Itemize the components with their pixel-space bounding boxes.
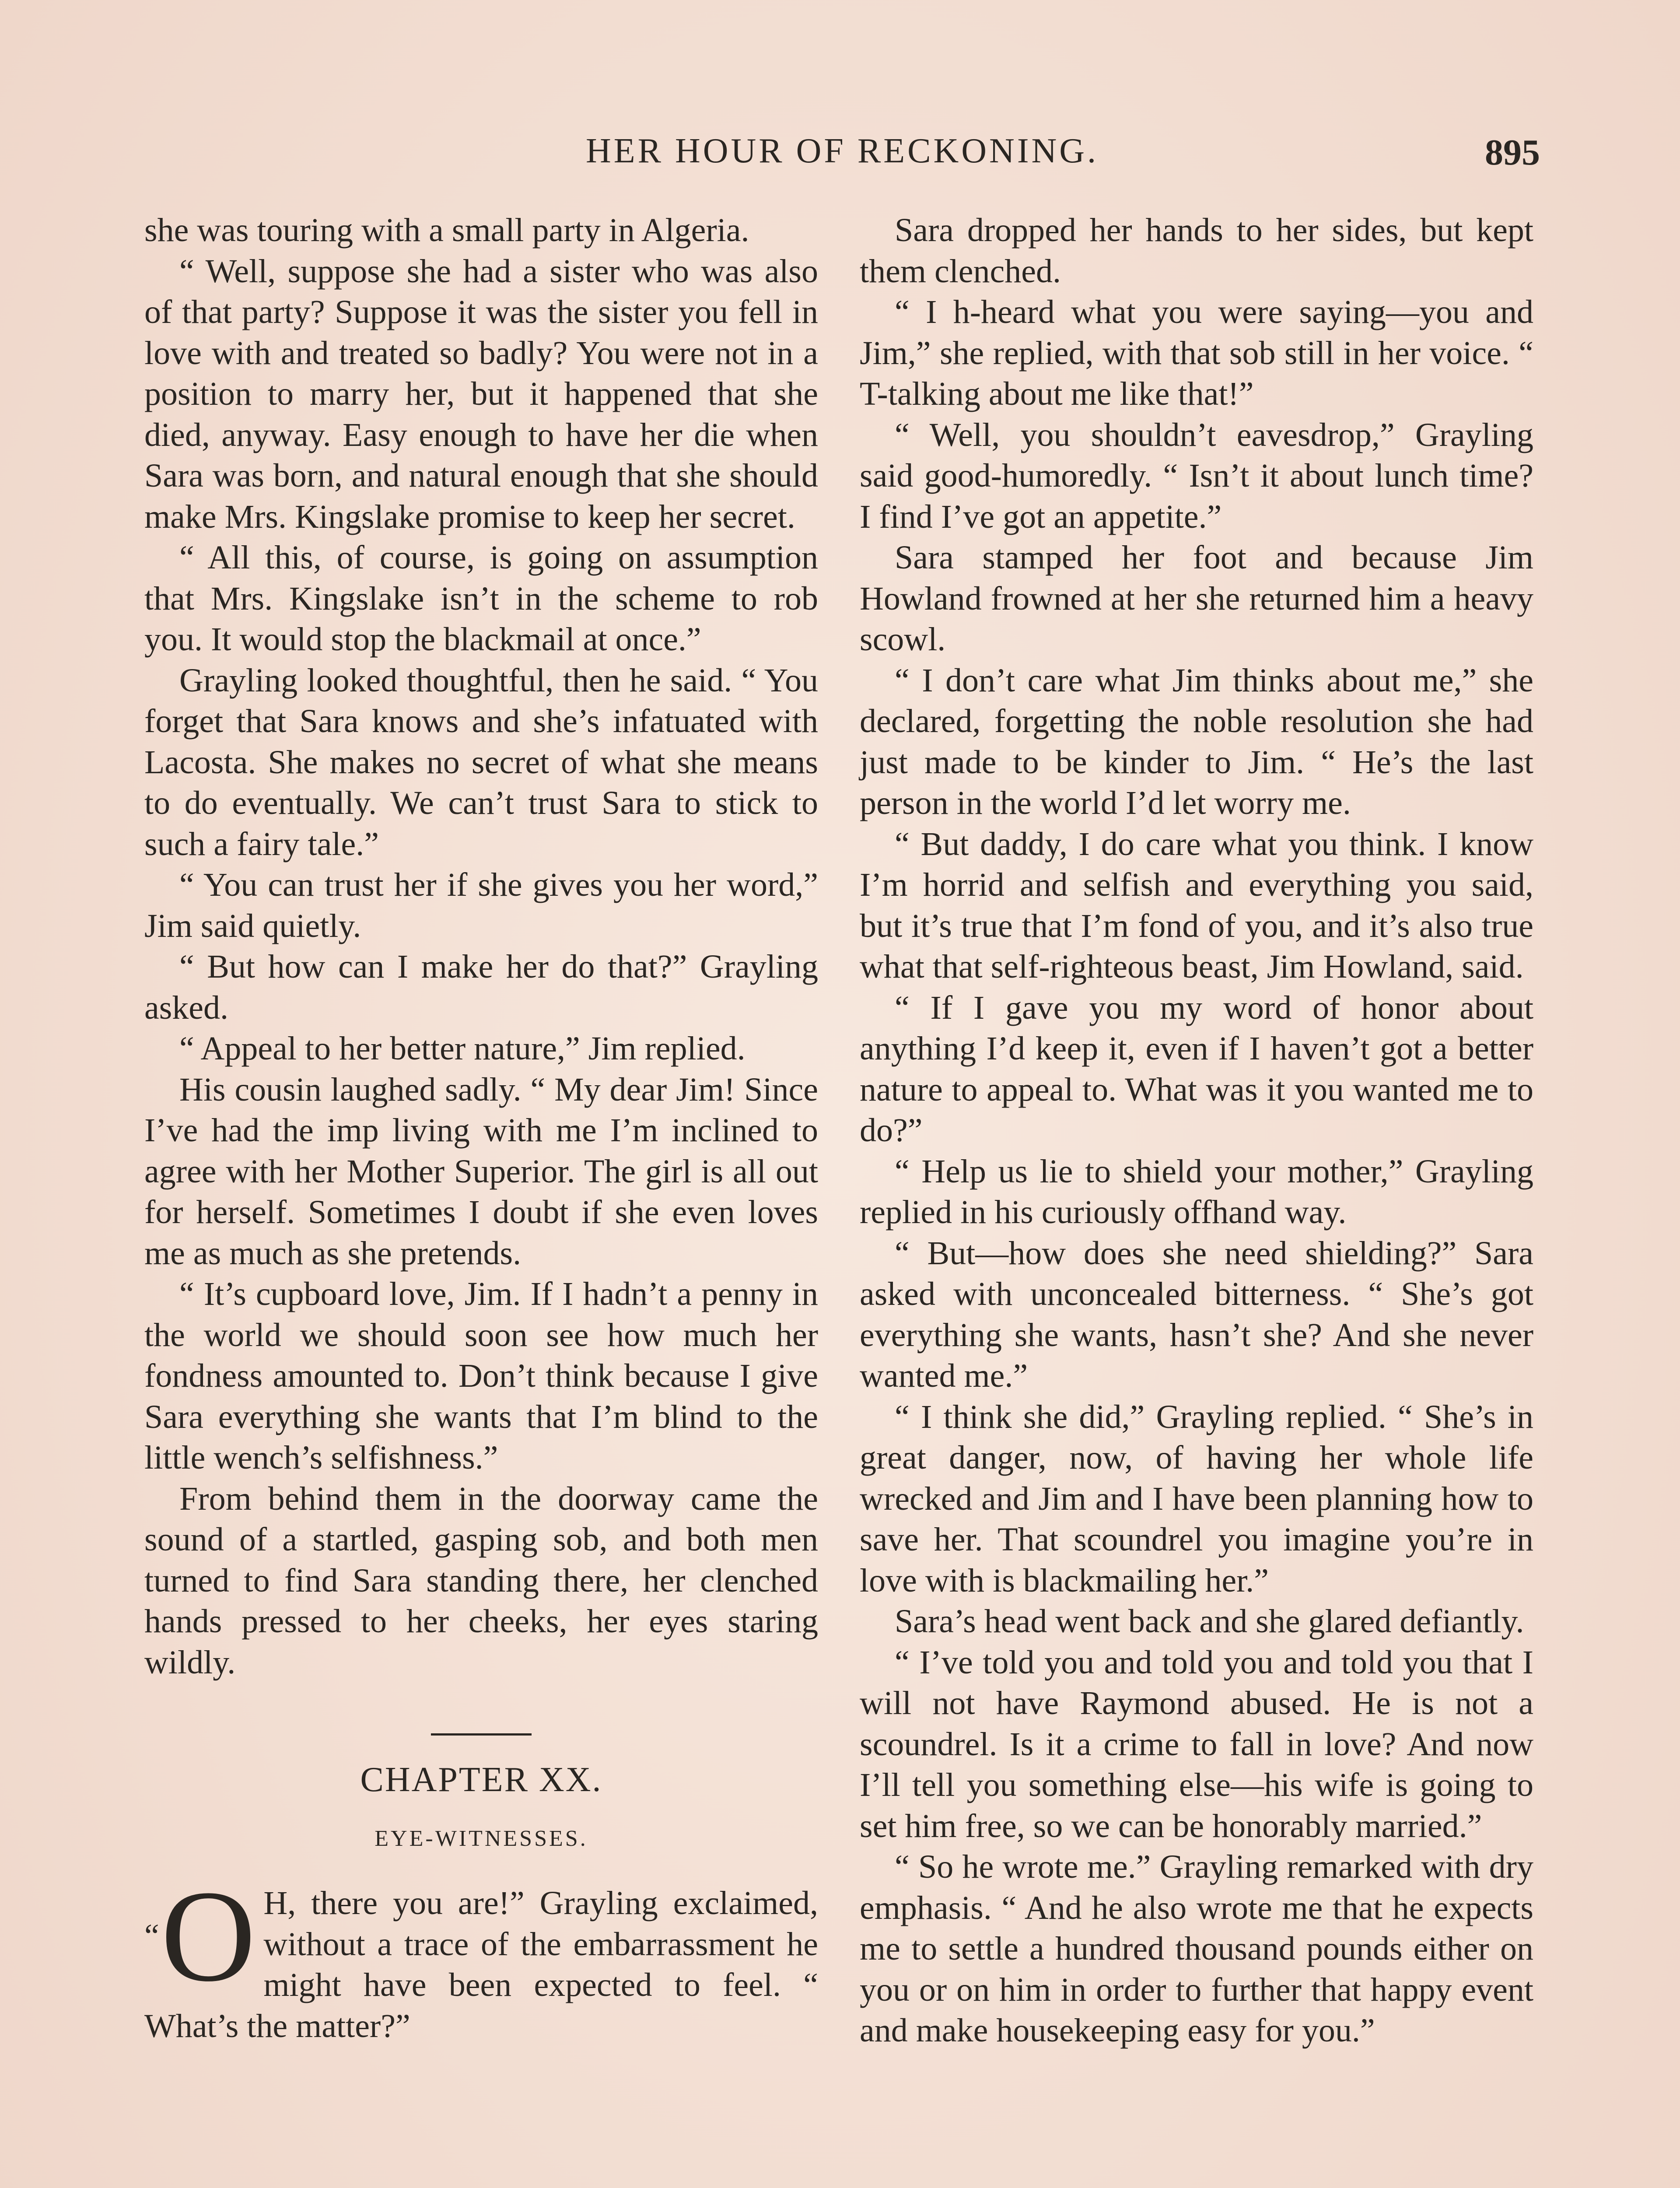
chapter-opening-paragraph	[144, 1863, 818, 2047]
paragraph: Sara dropped her hands to her sides, but kept them clenched.	[860, 212, 1533, 290]
paragraph: she was touring with a small party in Algeria.	[144, 212, 749, 249]
running-title: HER HOUR OF RECKONING.	[585, 132, 1099, 170]
paragraph: “ But how can I make her do that?” Grayling asked.	[144, 948, 818, 1026]
section-divider	[431, 1733, 532, 1736]
page-number: 895	[1485, 132, 1540, 173]
paragraph: “ So he wrote me.” Grayling remarked with dry emphasis. “ And he also wrote me that he expects me to settle a hundred thousand pounds either on you or on him in order to further that happy event and make housekeeping easy for you.”	[860, 1848, 1533, 2049]
paragraph: “ But daddy, I do care what you think. I know I’m horrid and selfish and everything you said, but it’s true that I’m fond of you, and it’s also true what that self-righteous beast, Jim Howland, said.	[860, 825, 1533, 985]
paragraph: “ I don’t care what Jim thinks about me,” she declared, forgetting the noble resolution she had just made to be kinder to Jim. “ He’s the last person in the world I’d let worry me.	[860, 662, 1533, 821]
paragraph: “ It’s cupboard love, Jim. If I hadn’t a penny in the world we should soon see how much her fondness amounted to. Don’t think because I give Sara everything she wants that I’m blind to the little wench’s selfishness.”	[144, 1276, 818, 1476]
running-head	[144, 131, 1540, 179]
paragraph: “ I’ve told you and told you and told you that I will not have Raymond abused. He is not a scoundrel. Is it a crime to fall in love? And now I’ll tell you something else—his wife is going to set him free, so we can be honorably married.”	[860, 1644, 1533, 1844]
chapter-subtitle: EYE-WITNESSES.	[374, 1826, 588, 1851]
paragraph: From behind them in the doorway came the sound of a startled, gasping sob, and both men turned to find Sara standing there, her clenched hands pressed to her cheeks, her eyes staring wildly.	[144, 1480, 818, 1681]
paragraph: “ You can trust her if she gives you her word,” Jim said quietly.	[144, 866, 818, 944]
paragraph: Sara stamped her foot and because Jim Howland frowned at her she returned him a heavy scowl.	[860, 539, 1533, 658]
paragraph: “ Help us lie to shield your mother,” Grayling replied in his curiously offhand way.	[860, 1153, 1533, 1231]
paragraph: “ Appeal to her better nature,” Jim replied.	[179, 1030, 746, 1067]
paragraph: Sara’s head went back and she glared defiantly.	[895, 1603, 1524, 1640]
opening-text: H, there you are!” Grayling exclaimed, without a trace of the embarrassment he might have been expected to feel. “ What’s the matter?”	[144, 1885, 818, 2044]
paragraph: “ If I gave you my word of honor about anything I’d keep it, even if I haven’t got a better nature to appeal to. What was it you wanted me to do?”	[860, 989, 1533, 1149]
paragraph: His cousin laughed sadly. “ My dear Jim! Since I’ve had the imp living with me I’m inclined to agree with her Mother Superior. The girl is all out for herself. Sometimes I doubt if she even loves me as much as she pretends.	[144, 1071, 818, 1272]
paragraph: “ I think she did,” Grayling replied. “ She’s in great danger, now, of having her whole life wrecked and Jim and I have been planning how to save her. That scoundrel you imagine you’re in love with is blackmailing her.”	[860, 1398, 1533, 1599]
left-column	[144, 210, 818, 2047]
drop-cap	[144, 1863, 256, 2009]
right-column	[860, 210, 1533, 2051]
chapter-title: CHAPTER XX.	[360, 1760, 602, 1799]
opening-quote: “	[144, 1918, 159, 1954]
paragraph: “ All this, of course, is going on assumption that Mrs. Kingslake isn’t in the scheme to rob you. It would stop the blackmail at once.”	[144, 539, 818, 658]
paragraph: Grayling looked thoughtful, then he said. “ You forget that Sara knows and she’s infatuated with Lacosta. She makes no secret of what she means to do eventually. We can’t trust Sara to stick to such a fairy tale.”	[144, 662, 818, 863]
paragraph: “ Well, you shouldn’t eavesdrop,” Grayling said good-humoredly. “ Isn’t it about lunch time? I find I’ve got an appetite.”	[860, 416, 1533, 535]
paragraph: “ I h-heard what you were saying—you and Jim,” she replied, with that sob still in her voice. “ T-talking about me like that!”	[860, 294, 1533, 412]
paragraph: “ But—how does she need shielding?” Sara asked with unconcealed bitterness. “ She’s got everything she wants, hasn’t she? And she never wanted me.”	[860, 1234, 1533, 1394]
paragraph: “ Well, suppose she had a sister who was also of that party? Suppose it was the sister you fell in love with and treated so badly? You were not in a position to marry her, but it happened that she died, anyway. Easy enough to have her die when Sara was born, and natural enough that she should make Mrs. Kingslake promise to keep her secret.	[144, 252, 818, 535]
drop-cap-letter: O	[161, 1863, 256, 2009]
